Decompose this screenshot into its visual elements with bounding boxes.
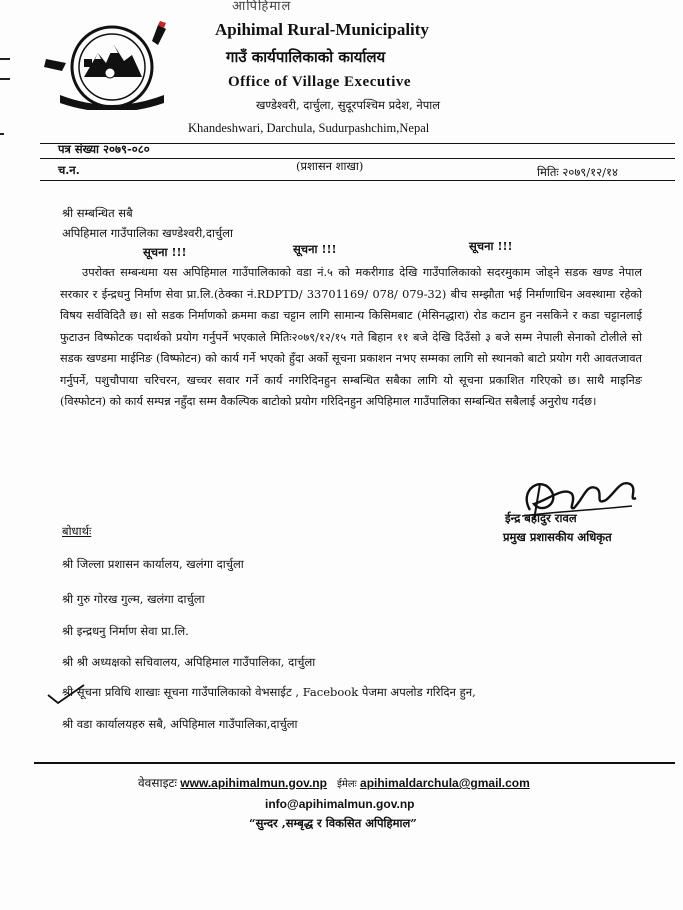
address-np: खण्डेश्वरी, दार्चुला, सुदूरपश्चिम प्रदेश, नेपाल xyxy=(256,98,441,112)
address-en: Khandeshwari, Darchula, Sudurpashchim,Nepal xyxy=(188,121,430,135)
section-name: (प्रशासन शाखा) xyxy=(296,159,364,173)
municipality-name-np: गाउँ कार्यपालिकाको कार्यालय xyxy=(226,48,386,66)
margin-mark xyxy=(0,58,10,60)
signatory-title: प्रमुख प्रशासकीय अधिकृत xyxy=(503,530,612,544)
cc-item: श्री वडा कार्यालयहरु सबै, अपिहिमाल गाउँपालिका,दार्चुला xyxy=(62,717,298,731)
notice-body: उपरोक्त सम्बन्धमा यस अपिहिमाल गाउँपालिकाको वडा नं.५ को मकरीगाड देखि गाउँपालिकाको सदरमुकाम जोड्ने सडक खण्ड नेपाल सरकार र ईन्द्रधनु निर्माण सेवा प्रा.लि.(ठेक्का नं.RDPTD/ 33701169/ 078/ 079-32) बीच सम्झौता भई निर्माणाधिन अवस्थामा रहेको विषय सर्वविदितै छ। सो सडक निर्माणको क्रममा कडा चट्टान लागि सामान्य किसिमबाट (मेसिनद्धारा) रोड कटान हुन नसकिने र कडा चट्टानलाई फुटाउन विष्फोटक पदार्थको प्रयोग गर्नुपर्ने भएकाले मितिः२०७९/१२/१५ गते बिहान ११ बजे देखि दिउँसो ३ बजे सम्म नेपाली सेनाको टोलीले सो सडक खण्डमा माईनिङ (विष्फोटन) को कार्य गर्ने भएको हुँदा अर्को सूचना प्रकाशन नभए सम्मका लागि सो स्थानको बाटो प्रयोग गरी आवतजावत गर्नुपर्ने, पशुचौपाया चरिचरन, खच्चर सवार गर्ने कार्य नगरिदिनहुन सम्बन्धित सबैका लागि यो सूचना प्रकाशित गरिएको छ। साथै माइनिङ (विस्फोटन) को कार्य सम्पन्न नहुँदा सम्म वैकल्पिक बाटोको प्रयोग गरिदिनहुन अपिहिमाल गाउँपालिका सम्बन्धित सबैलाई अनुरोध गर्दछ। xyxy=(60,266,642,408)
email-link[interactable]: apihimaldarchula@gmail.com xyxy=(360,776,530,790)
cc-item: श्री गुरु गोरख गुल्म, खलंगा दार्चुला xyxy=(62,592,205,606)
footer-rule xyxy=(34,762,675,764)
notice-heading: सूचना !!! xyxy=(469,239,513,253)
notice-heading: सूचना !!! xyxy=(143,245,187,259)
email-label: ईमेलः xyxy=(336,779,357,790)
website-label: वेवसाइटः xyxy=(138,776,177,790)
cc-item: श्री श्री अध्यक्षको सचिवालय, अपिहिमाल गाउँपालिका, दार्चुला xyxy=(62,655,316,669)
margin-mark xyxy=(0,78,10,80)
notice-heading: सूचना !!! xyxy=(293,242,337,256)
letter-number: पत्र संख्या २०७९-०८० xyxy=(58,142,150,156)
letter-date: मितिः २०७९/१२/१४ xyxy=(537,165,618,179)
website-link[interactable]: www.apihimalmun.gov.np xyxy=(180,776,327,790)
footer-motto: “सुन्दर ,सम्बृद्ध र विकसित अपिहिमाल” xyxy=(249,816,417,830)
cc-item: श्री इन्द्रधनु निर्माण सेवा प्रा.लि. xyxy=(62,624,189,638)
municipality-name-en: Apihimal Rural-Municipality xyxy=(215,20,429,39)
cc-label: बोधार्थः xyxy=(62,524,92,538)
cc-item: श्री सूचना प्रविधि शाखाः सूचना गाउँपालिकाको वेभसाईट , Facebook पेजमा अपलोड गरिदिन हुन, xyxy=(62,685,476,699)
margin-mark xyxy=(0,133,4,135)
tick-mark xyxy=(46,683,86,705)
government-emblem xyxy=(40,15,190,110)
office-name-en: Office of Village Executive xyxy=(228,74,412,90)
dispatch-number: च.न. xyxy=(58,163,80,177)
header-rule-bottom xyxy=(40,180,675,181)
header-top-clip: आपिहिमाल xyxy=(232,0,292,14)
signatory-name: ईन्द्र बहादुर रावल xyxy=(505,511,577,525)
recipient-line-1: श्री सम्बन्धित सबै xyxy=(62,206,133,220)
email-link-secondary[interactable]: info@apihimalmun.gov.np xyxy=(265,797,415,811)
recipient-line-2: अपिहिमाल गाउँपालिका खण्डेश्वरी,दार्चुला xyxy=(62,226,233,240)
cc-item: श्री जिल्ला प्रशासन कार्यालय, खलंगा दार्चुला xyxy=(62,557,244,571)
footer-contact-line xyxy=(138,774,530,791)
